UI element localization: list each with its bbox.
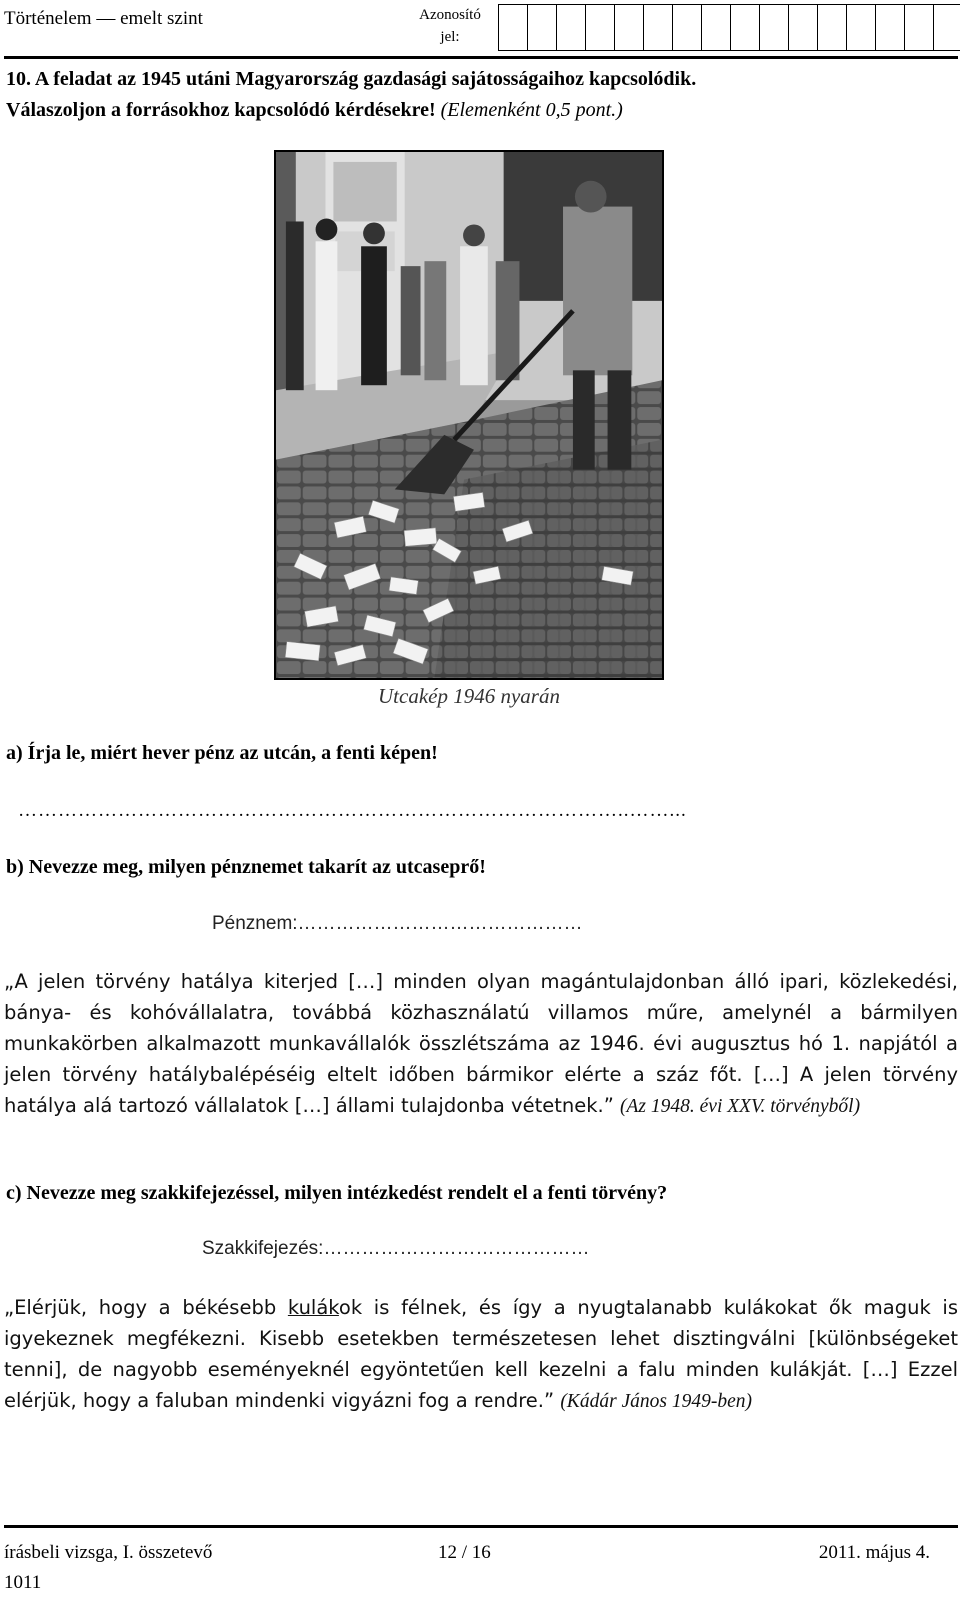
task-instruction: (Elemenként 0,5 pont.) [440, 99, 623, 121]
question-c: c) Nevezze meg szakkifejezéssel, milyen intézkedést rendelt el a fenti törvény? [6, 1182, 668, 1204]
header-rule [4, 56, 958, 59]
footer-code: 1011 [4, 1572, 42, 1593]
source-kadar-text-pre: „Elérjük, hogy a békésebb [4, 1296, 288, 1319]
id-box [760, 5, 789, 50]
answer-c-field[interactable]: Szakkifejezés:…………………………………… [202, 1238, 590, 1259]
id-box [731, 5, 760, 50]
task-title-line2 [6, 95, 956, 126]
id-box [528, 5, 557, 50]
id-box [644, 5, 673, 50]
street-photo [274, 150, 664, 680]
footer-page-number: 12 / 16 [438, 1542, 491, 1563]
id-box [876, 5, 905, 50]
task-title-line2-text: Válaszoljon a forrásokhoz kapcsolódó kérdésekre! [6, 99, 436, 121]
id-box [847, 5, 876, 50]
source-kadar-underlined-word: kulák [287, 1296, 339, 1319]
answer-a-line[interactable]: ………………………………………………………………………………..……... [18, 800, 687, 821]
id-box [586, 5, 615, 50]
footer-rule [4, 1525, 958, 1528]
question-a: a) Írja le, miért hever pénz az utcán, a fenti képen! [6, 742, 438, 764]
id-box [905, 5, 934, 50]
street-photo-image [276, 152, 662, 678]
source-kadar-text-post: ok is félnek, és így a nyugtalanabb kulákokat ők maguk is igyekeznek megfékezni. Kisebb esetekben természetesen lehet disztingválni [különbségeket tenni], de nagyobb eseményeknél egyöntetűen kell kezelni a falu minden kulákját. […] Ezzel elérjük, hogy a faluban mindenki vigyázni fog a rendre.” [4, 1296, 958, 1412]
source-law-text: „A jelen törvény hatálya kiterjed […] minden olyan magántulajdonban álló ipari, közlekedési, bánya- és kohóvállalatra, továbbá közhasználatú villamos műre, amelynél a bármilyen munkakörben alkalmazott munkavállalók összlétszáma az 1946. évi augusztus hó 1. napjától a jelen törvény hatálybalépéséig eltelt időben bármikor elérte a száz főt. […] A jelen törvény hatálya alá tartozó vállalatok […] állami tulajdonba vétetnek.” [4, 970, 958, 1117]
task-title [6, 64, 956, 126]
footer-exam-label: írásbeli vizsga, I. összetevő [4, 1542, 213, 1563]
id-box [789, 5, 818, 50]
source-law-citation: (Az 1948. évi XXV. törvényből) [620, 1096, 861, 1117]
id-box [499, 5, 528, 50]
answer-b-field[interactable]: Pénznem:……………………………………… [212, 913, 583, 934]
id-label-line2: jel: [440, 29, 460, 45]
id-box [615, 5, 644, 50]
id-boxes [498, 4, 960, 51]
id-box [673, 5, 702, 50]
id-box [702, 5, 731, 50]
footer-date: 2011. május 4. [818, 1542, 930, 1563]
task-title-line1: 10. A feladat az 1945 utáni Magyarország gazdasági sajátosságaihoz kapcsolódik. [6, 68, 697, 90]
id-box [818, 5, 847, 50]
id-label-line1: Azonosító [419, 7, 481, 23]
source-kadar-1949 [4, 1292, 958, 1417]
id-label [414, 4, 486, 48]
question-b: b) Nevezze meg, milyen pénznemet takarít az utcaseprő! [6, 856, 486, 878]
id-box [934, 5, 960, 50]
source-law-1948 [4, 966, 958, 1122]
page-header-subject: Történelem — emelt szint [4, 8, 203, 29]
source-kadar-citation: (Kádár János 1949-ben) [560, 1391, 753, 1412]
photo-caption: Utcakép 1946 nyarán [378, 684, 560, 708]
id-box [557, 5, 586, 50]
